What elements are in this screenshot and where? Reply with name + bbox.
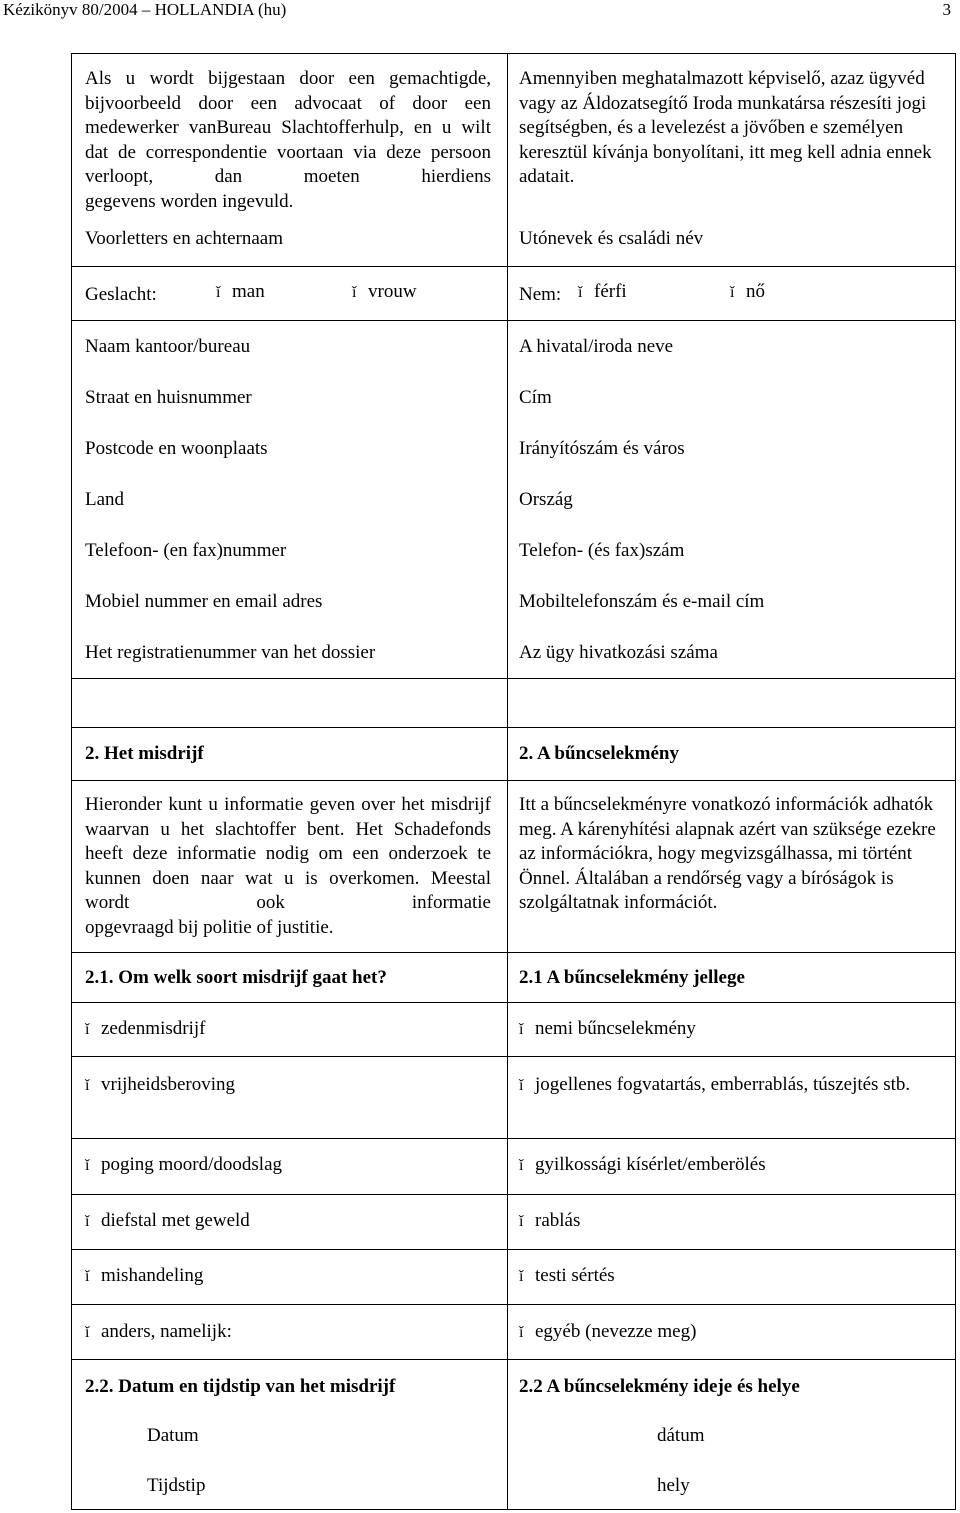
crime-type-option-hu[interactable]: ǐ jogellenes fogvatartás, emberrablás, túszejtés stb. <box>519 1073 939 1099</box>
row-divider <box>71 1249 956 1250</box>
field-label-nl: Land <box>85 489 125 510</box>
crime-type-option-nl[interactable]: ǐ poging moord/doodslag <box>85 1153 282 1179</box>
row-divider <box>71 952 956 953</box>
field-label-nl: Straat en huisnummer <box>85 387 252 408</box>
page-number: 3 <box>942 0 951 19</box>
document-header-title: Kézikönyv 80/2004 – HOLLANDIA (hu) <box>3 0 287 19</box>
checkbox-icon[interactable]: ǐ <box>85 1021 90 1038</box>
checkbox-icon[interactable]: ǐ <box>519 1324 524 1341</box>
field-label-nl: Het registratienummer van het dossier <box>85 642 376 663</box>
crime-type-option-hu[interactable]: ǐ egyéb (nevezze meg) <box>519 1320 696 1346</box>
crime-type-option-hu[interactable]: ǐ testi sértés <box>519 1264 615 1290</box>
crime-intro-hu: Itt a bűncselekményre vonatkozó információk adhatók meg. A kárenyhítési alapnak azért van szüksége ezekre az információkra, hogy megvizsgálhassa, mi történt Önnel. Általában a rendőrség vagy a bíróságok is szolgáltatnak információt. <box>519 794 936 913</box>
row-divider <box>71 266 956 267</box>
gender-option-male-nl[interactable]: ǐ man <box>216 280 265 306</box>
time-field-label-nl: Tijdstip <box>147 1475 206 1496</box>
form-frame <box>71 53 956 1510</box>
field-label-nl: Mobiel nummer en email adres <box>85 591 323 612</box>
section-heading-nl: 2. Het misdrijf <box>85 743 204 764</box>
row-divider <box>71 678 956 679</box>
checkbox-icon[interactable]: ǐ <box>85 1213 90 1230</box>
crime-type-heading-nl: 2.1. Om welk soort misdrijf gaat het? <box>85 967 387 988</box>
name-field-label-hu: Utónevek és családi név <box>519 228 704 249</box>
crime-type-option-hu[interactable]: ǐ nemi bűncselekmény <box>519 1017 696 1043</box>
field-label-nl: Telefoon- (en fax)nummer <box>85 540 287 561</box>
date-field-label-nl: Datum <box>147 1425 199 1446</box>
row-divider <box>71 1194 956 1195</box>
checkbox-icon[interactable]: ǐ <box>85 1077 90 1094</box>
field-label-nl: Naam kantoor/bureau <box>85 336 251 357</box>
date-heading-nl: 2.2. Datum en tijdstip van het misdrijf <box>85 1376 396 1397</box>
field-label-hu: A hivatal/iroda neve <box>519 336 674 357</box>
checkbox-icon[interactable]: ǐ <box>85 1157 90 1174</box>
field-label-hu: Telefon- (és fax)szám <box>519 540 685 561</box>
crime-type-heading-hu: 2.1 A bűncselekmény jellege <box>519 967 745 988</box>
crime-intro-nl: Hieronder kunt u informatie geven over het misdrijf waarvan u het slachtoffer bent. Het Schadefonds heeft deze informatie nodig om een onderzoek te kunnen doen naar wat u is overkomen. Meestal wordt ook informatie opgevraagd bij politie of justitie. <box>85 794 491 938</box>
crime-type-option-hu[interactable]: ǐ gyilkossági kísérlet/emberölés <box>519 1153 766 1179</box>
gender-option-female-nl[interactable]: ǐ vrouw <box>352 280 417 306</box>
checkbox-icon[interactable]: ǐ <box>519 1077 524 1094</box>
checkbox-icon[interactable]: ǐ <box>352 284 357 301</box>
field-label-nl: Postcode en woonplaats <box>85 438 268 459</box>
crime-type-option-nl[interactable]: ǐ mishandeling <box>85 1264 203 1290</box>
field-label-hu: Az ügy hivatkozási száma <box>519 642 718 663</box>
checkbox-icon[interactable]: ǐ <box>578 284 583 301</box>
row-divider <box>71 1304 956 1305</box>
representative-intro-hu: Amennyiben meghatalmazott képviselő, azaz ügyvéd vagy az Áldozatsegítő Iroda munkatársa részesíti jogi segítségben, és a levelezést a jövőben e személyen keresztül kívánja bonyolítani, itt meg kell adnia ennek adatait. <box>519 68 932 187</box>
crime-type-option-nl[interactable]: ǐ zedenmisdrijf <box>85 1017 205 1043</box>
row-divider <box>71 780 956 781</box>
field-label-hu: Ország <box>519 489 573 510</box>
row-divider <box>71 1359 956 1360</box>
row-divider <box>71 1056 956 1057</box>
gender-label-nl: Geslacht: <box>85 284 157 305</box>
row-divider <box>71 727 956 728</box>
field-label-hu: Mobiltelefonszám és e-mail cím <box>519 591 765 612</box>
gender-option-male-hu[interactable]: ǐ férfi <box>578 280 627 306</box>
checkbox-icon[interactable]: ǐ <box>519 1157 524 1174</box>
crime-type-option-hu[interactable]: ǐ rablás <box>519 1209 580 1235</box>
name-field-label-nl: Voorletters en achternaam <box>85 228 284 249</box>
checkbox-icon[interactable]: ǐ <box>519 1268 524 1285</box>
checkbox-icon[interactable]: ǐ <box>730 284 735 301</box>
date-heading-hu: 2.2 A bűncselekmény ideje és helye <box>519 1376 800 1397</box>
field-label-hu: Irányítószám és város <box>519 438 685 459</box>
section-heading-hu: 2. A bűncselekmény <box>519 743 679 764</box>
row-divider <box>71 320 956 321</box>
checkbox-icon[interactable]: ǐ <box>85 1324 90 1341</box>
gender-option-female-hu[interactable]: ǐ nő <box>730 280 765 306</box>
crime-type-option-nl[interactable]: ǐ anders, namelijk: <box>85 1320 232 1346</box>
crime-type-option-nl[interactable]: ǐ vrijheidsberoving <box>85 1073 235 1099</box>
checkbox-icon[interactable]: ǐ <box>519 1021 524 1038</box>
date-field-label-hu: dátum <box>657 1425 705 1446</box>
field-label-hu: Cím <box>519 387 552 408</box>
checkbox-icon[interactable]: ǐ <box>216 284 221 301</box>
checkbox-icon[interactable]: ǐ <box>519 1213 524 1230</box>
column-divider <box>507 53 508 1510</box>
representative-intro-nl: Als u wordt bijgestaan door een gemachtigde, bijvoorbeeld door een advocaat of door een medewerker vanBureau Slachtofferhulp, en u wilt dat de correspondentie voortaan via deze persoon verloopt, dan moeten hierdiens gegevens worden ingevuld. <box>85 68 491 212</box>
place-field-label-hu: hely <box>657 1475 690 1496</box>
checkbox-icon[interactable]: ǐ <box>85 1268 90 1285</box>
row-divider <box>71 1138 956 1139</box>
gender-label-hu: Nem: <box>519 284 562 305</box>
crime-type-option-nl[interactable]: ǐ diefstal met geweld <box>85 1209 250 1235</box>
row-divider <box>71 1002 956 1003</box>
